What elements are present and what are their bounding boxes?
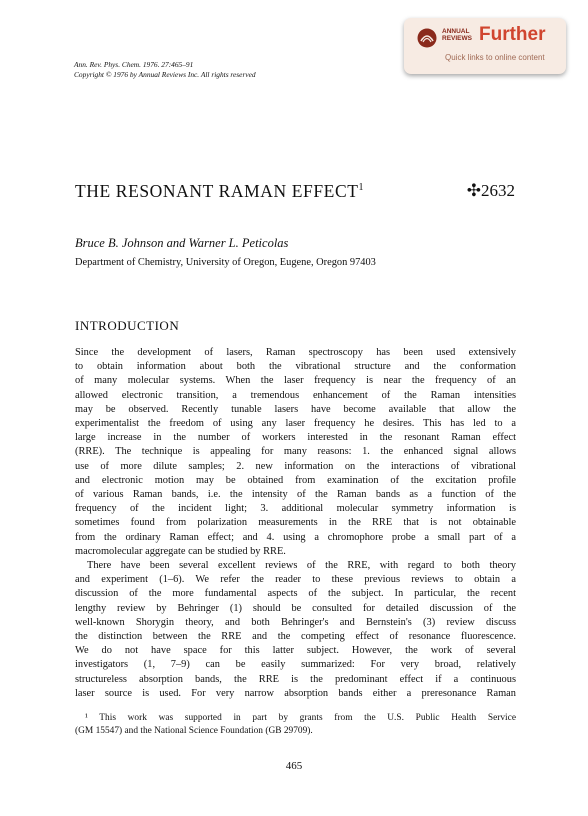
further-banner[interactable] bbox=[404, 18, 566, 74]
section-heading: INTRODUCTION bbox=[75, 318, 180, 333]
text-line: experimentalist the freedom of using any laser frequency he desires. This has led to a bbox=[75, 418, 516, 430]
affiliation: Department of Chemistry, University of Oregon, Eugene, Oregon 97403 bbox=[75, 257, 376, 268]
text-line: laser source is used. For very narrow absorption bands either a preresonance Raman bbox=[75, 687, 516, 699]
text-line: macromolecular aggregate can be studied by RRE. bbox=[75, 545, 286, 557]
text-line: large increase in the number of workers interested in the resonant Raman effect bbox=[75, 432, 516, 444]
text-line: well-known Shorygin theory, and both Behringer's and Bernstein's (3) review discuss bbox=[75, 616, 516, 628]
journal-citation bbox=[74, 60, 256, 80]
annual-reviews-logo-icon bbox=[417, 28, 437, 48]
text-line: allowed electronic transition, a tremendous enhancement of the Raman intensities bbox=[75, 389, 516, 401]
wordmark-annual: ANNUAL bbox=[442, 28, 470, 35]
text-line: Since the development of lasers, Raman spectroscopy has been used extensively bbox=[75, 347, 516, 358]
text-line: use of more dilute samples; 2. new information on the interactions of vibrational bbox=[75, 460, 516, 472]
text-line: frequency of the incident light; 3. additional molecular symmetry information is bbox=[75, 503, 516, 515]
paragraph-2 bbox=[75, 559, 516, 701]
article-body bbox=[75, 346, 516, 701]
annual-reviews-wordmark bbox=[442, 28, 472, 42]
further-label[interactable]: Further bbox=[479, 24, 546, 45]
footnote bbox=[75, 712, 516, 738]
page-number: 465 bbox=[285, 760, 303, 772]
text-line: lengthy review by Behringer (1) should be consulted for detailed discussion of the bbox=[75, 602, 516, 614]
footnote-line: ¹ This work was supported in part by grants from the U.S. Public Health Service bbox=[85, 713, 516, 723]
text-line: from the ordinary Raman effect; and 4. using a chromophore probe a small part of a bbox=[75, 531, 516, 543]
text-line: investigators (1, 7–9) can be easily summarized: For very broad, relatively bbox=[75, 659, 516, 671]
text-line: of many molecular systems. When the laser frequency is near the frequency of an bbox=[75, 375, 516, 387]
article-code: ✣2632 bbox=[466, 181, 515, 200]
journal-citation-line: Ann. Rev. Phys. Chem. 1976. 27:465–91 bbox=[74, 60, 194, 69]
text-line: to obtain information about both the vibrational structure and the conformation bbox=[75, 361, 516, 373]
text-line: the distinction between the RRE and the competing effect of resonance fluorescence. bbox=[75, 631, 516, 643]
article-title-text: THE RESONANT RAMAN EFFECT bbox=[75, 181, 359, 201]
text-line: structureless absorption bands, the RRE is the predominant effect if a continuous bbox=[75, 673, 516, 685]
text-line: discussion of the more fundamental aspects of the subject. In particular, the recent bbox=[75, 588, 516, 600]
text-line: may be observed. Recently tunable lasers have become available that allow the bbox=[75, 403, 516, 415]
text-line: (RRE). The technique is appealing for many reasons: 1. the enhanced signal allows bbox=[75, 446, 516, 458]
paragraph-1 bbox=[75, 346, 516, 559]
copyright-line: Copyright © 1976 by Annual Reviews Inc. All rights reserved bbox=[74, 70, 256, 79]
text-line: and electronic motion may be obtained from examination of the excitation profile bbox=[75, 474, 516, 486]
title-footnote-marker: 1 bbox=[358, 182, 365, 194]
text-line: and experiment (1–6). We refer the reader to these previous reviews to obtain a bbox=[75, 574, 516, 586]
text-line: of various Raman bands, i.e. the intensity of the Raman bands as a function of the bbox=[75, 489, 516, 501]
quick-links-label[interactable]: Quick links to online content bbox=[445, 53, 545, 62]
authors: Bruce B. Johnson and Warner L. Peticolas bbox=[75, 236, 289, 250]
article-title-row bbox=[75, 181, 515, 202]
footnote-line: (GM 15547) and the National Science Foundation (GB 29709). bbox=[75, 726, 313, 736]
text-line: We do not have space for this latter subject. However, the work of several bbox=[75, 645, 516, 657]
article-title bbox=[75, 181, 364, 201]
wordmark-reviews: REVIEWS bbox=[442, 35, 472, 42]
text-line: sometimes found from polarization measurements in the RRE that is not obtainable bbox=[75, 517, 516, 529]
text-line: There have been several excellent reviews of the RRE, with regard to both theory bbox=[87, 560, 516, 572]
